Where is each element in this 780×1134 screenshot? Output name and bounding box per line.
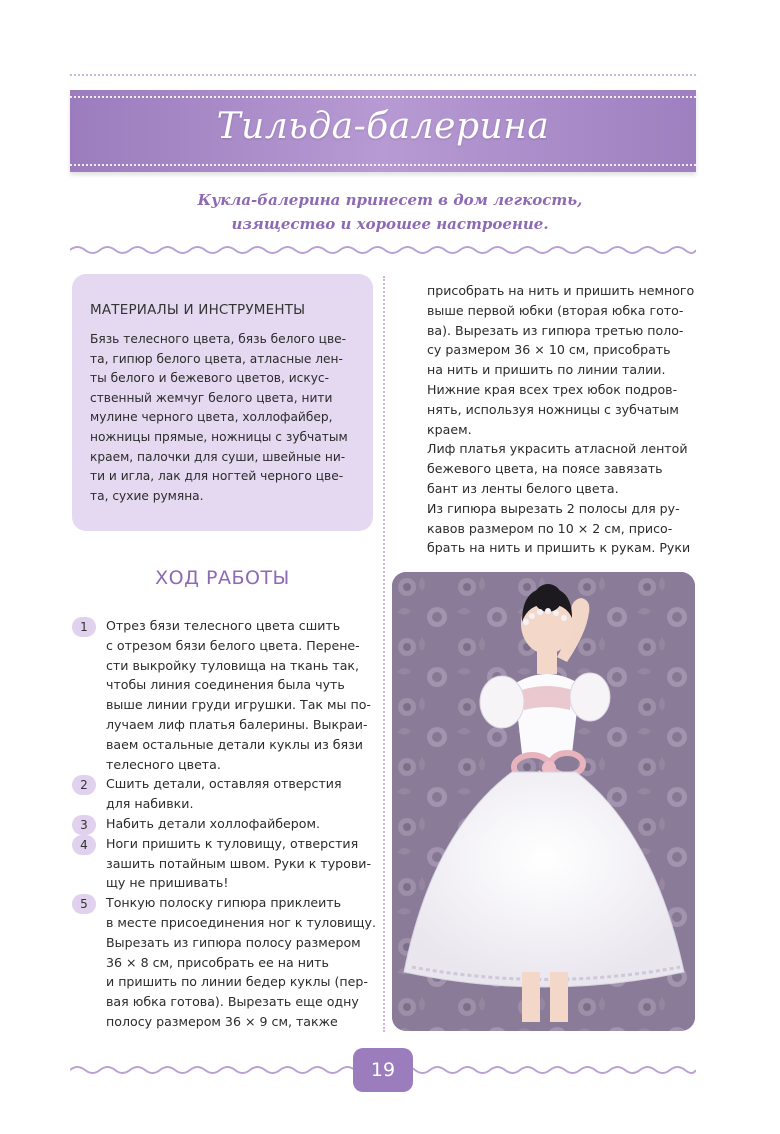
text-line: су размером 36 × 10 см, присобрать — [427, 342, 671, 358]
text-line: бежевого цвета, на поясе завязать — [427, 461, 663, 477]
ballerina-doll-photo — [392, 572, 695, 1031]
step-number: 1 — [72, 617, 96, 637]
step-line: для набивки. — [106, 796, 194, 812]
materials-line: мулине черного цвета, холлофайбер, — [90, 410, 333, 425]
banner-dots-top — [70, 96, 696, 98]
step-number: 4 — [72, 835, 96, 855]
text-line: краем. — [427, 421, 472, 437]
step-line: Тонкую полоску гипюра приклеить — [106, 895, 342, 911]
subtitle — [120, 188, 660, 236]
text-line: бант из ленты белого цвета. — [427, 480, 619, 496]
step-5 — [72, 893, 377, 1032]
banner-dots-bottom — [70, 164, 696, 166]
materials-line: ти и игла, лак для ногтей черного цве- — [90, 469, 344, 484]
step-3 — [72, 814, 377, 834]
work-heading: ХОД РАБОТЫ — [155, 567, 290, 589]
subtitle-line-1: Кукла-балерина принесет в дом легкость, — [197, 191, 583, 209]
page-title: Тильда-балерина — [216, 106, 550, 147]
step-line: с отрезом бязи белого цвета. Перене- — [106, 637, 360, 653]
step-line: вая юбка готова). Вырезать еще одну — [106, 994, 359, 1010]
text-line: присобрать на нить и пришить немного — [427, 283, 695, 298]
step-line: полосу размером 36 × 9 см, также — [106, 1013, 338, 1029]
text-line: Из гипюра вырезать 2 полосы для ру- — [427, 500, 680, 516]
text-line: на нить и пришить по линии талии. — [427, 362, 666, 378]
step-number: 2 — [72, 775, 96, 795]
step-4 — [72, 834, 377, 893]
title-banner — [70, 90, 696, 172]
step-number: 3 — [72, 815, 96, 835]
steps-list — [72, 616, 377, 1032]
materials-line: та, сухие румяна. — [90, 488, 204, 503]
materials-box — [72, 274, 373, 531]
step-line: чтобы линия соединения была чуть — [106, 677, 345, 693]
materials-text — [90, 330, 357, 506]
wavy-divider-top — [70, 244, 696, 256]
text-line: Нижние края всех трех юбок подров- — [427, 381, 678, 397]
step-line: зашить потайным швом. Руки к турови- — [106, 855, 371, 871]
step-line: и пришить по линии бедер куклы (пер- — [106, 974, 368, 990]
text-line: ва). Вырезать из гипюра третью поло- — [427, 322, 684, 338]
step-line: Набить детали холлофайбером. — [106, 815, 320, 831]
right-column-text — [427, 281, 697, 558]
text-line: нять, используя ножницы с зубчатым — [427, 401, 679, 417]
text-line: выше первой юбки (вторая юбка гото- — [427, 302, 684, 318]
materials-line: та, гипюр белого цвета, атласные лен- — [90, 351, 343, 366]
page-number: 19 — [353, 1048, 413, 1092]
step-number: 5 — [72, 894, 96, 914]
step-line: 36 × 8 см, присобрать ее на нить — [106, 954, 329, 970]
top-dotted-rule — [70, 74, 696, 76]
subtitle-line-2: изящество и хорошее настроение. — [231, 215, 549, 233]
step-line: лучаем лиф платья балерины. Выкраи- — [106, 716, 368, 732]
step-line: щу не пришивать! — [106, 875, 229, 891]
doll-illustration — [392, 572, 695, 1031]
materials-line: ножницы прямые, ножницы с зубчатым — [90, 429, 348, 444]
materials-line: ты белого и бежевого цветов, искус- — [90, 371, 330, 386]
step-line: телесного цвета. — [106, 756, 221, 772]
materials-line: Бязь телесного цвета, бязь белого цве- — [90, 332, 347, 346]
text-line: брать на нить и пришить к рукам. Руки — [427, 540, 691, 556]
text-line: Лиф платья украсить атласной лентой — [427, 441, 688, 457]
step-line: Вырезать из гипюра полосу размером — [106, 934, 361, 950]
step-line: в месте присоединения ног к туловищу. — [106, 914, 376, 930]
step-line: ваем остальные детали куклы из бязи — [106, 736, 363, 752]
step-line: Ноги пришить к туловищу, отверстия — [106, 835, 359, 851]
step-line: Сшить детали, оставляя отверстия — [106, 776, 342, 792]
step-line: сти выкройку туловища на ткань так, — [106, 657, 360, 673]
step-2 — [72, 774, 377, 814]
materials-heading: МАТЕРИАЛЫ И ИНСТРУМЕНТЫ — [90, 302, 306, 318]
materials-line: ственный жемчуг белого цвета, нити — [90, 390, 333, 405]
column-divider — [383, 276, 385, 1032]
step-1 — [72, 616, 377, 774]
text-line: кавов размером по 10 × 2 см, присо- — [427, 520, 673, 536]
step-line: Отрез бязи телесного цвета сшить — [106, 618, 341, 633]
step-line: выше линии груди игрушки. Так мы по- — [106, 697, 371, 713]
materials-line: краем, палочки для суши, швейные ни- — [90, 449, 346, 464]
